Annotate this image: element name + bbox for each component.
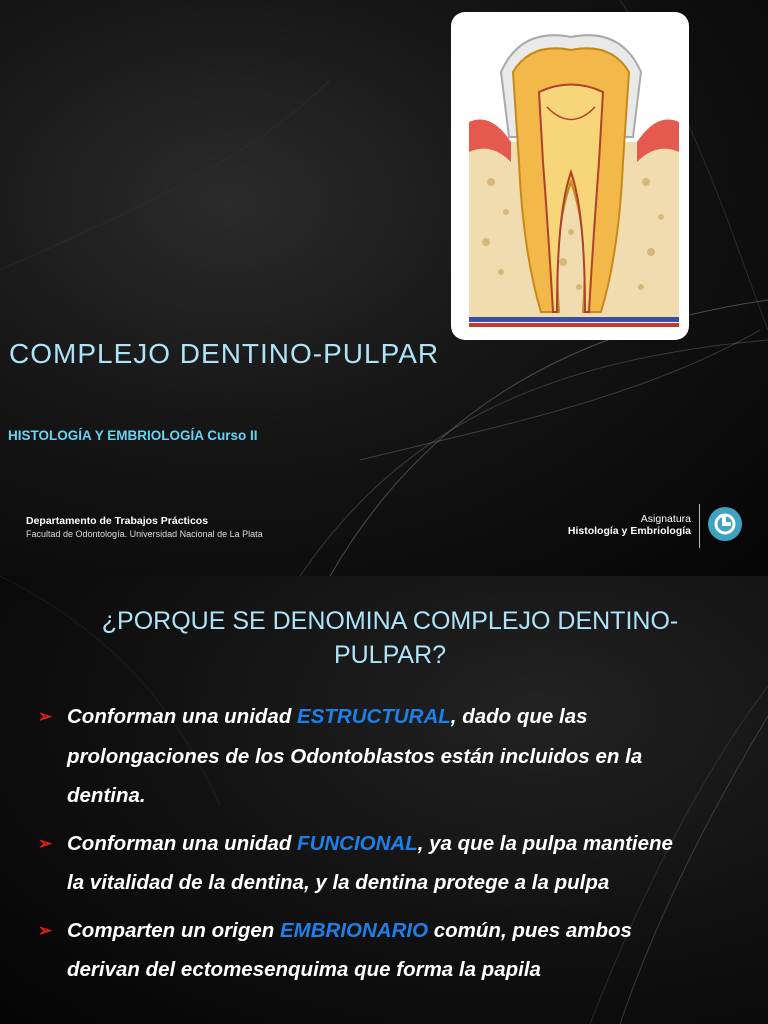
faculty-name: Facultad de Odontología. Universidad Nacional de La Plata [26,529,263,539]
tooth-illustration [451,12,689,340]
bullet-text: Conforman una unidad [67,705,298,728]
tooth-cross-section-icon [451,12,689,340]
arrow-bullet-icon: ➢ [38,707,53,726]
bullet-text: Conforman una unidad [67,831,298,855]
course-label: Asignatura [640,513,691,525]
course-subtitle: HISTOLOGÍA Y EMBRIOLOGÍA Curso II [8,428,258,443]
bullet-text: , ya que la pulpa mantiene la vitalidad de la dentina, y la dentina protege a la pulpa [67,831,673,894]
bullet-functional [38,824,678,903]
bullet-text: Comparten un origen [67,918,280,942]
course-name: Histología y Embriología [567,525,691,537]
department-name: Departamento de Trabajos Prácticos [26,515,209,527]
question-heading [60,604,720,672]
bullet-structural [38,697,678,816]
bullet-text: , dado que las prolongaciones de los Odontoblastos están incluidos en la dentina. [67,705,643,807]
course-logo-icon [707,506,743,542]
slide-title: COMPLEJO DENTINO-PULPAR [9,338,440,369]
department-block [26,515,263,539]
bullet-embryonic [38,911,678,990]
keyword-structural: ESTRUCTURAL [297,705,451,728]
keyword-embryonic: EMBRIONARIO [279,918,429,942]
course-block [568,513,691,537]
bullet-text: común, pues ambos derivan del ectomesenquima que forma la papila [67,918,632,981]
keyword-functional: FUNCIONAL [297,831,418,855]
course-divider [699,504,700,548]
bullet-list [38,697,678,998]
arrow-bullet-icon: ➢ [38,833,53,853]
question-line-1: ¿PORQUE SE DENOMINA COMPLEJO DENTINO- [101,607,679,635]
question-line-2: PULPAR? [333,641,447,669]
arrow-bullet-icon: ➢ [38,920,53,940]
